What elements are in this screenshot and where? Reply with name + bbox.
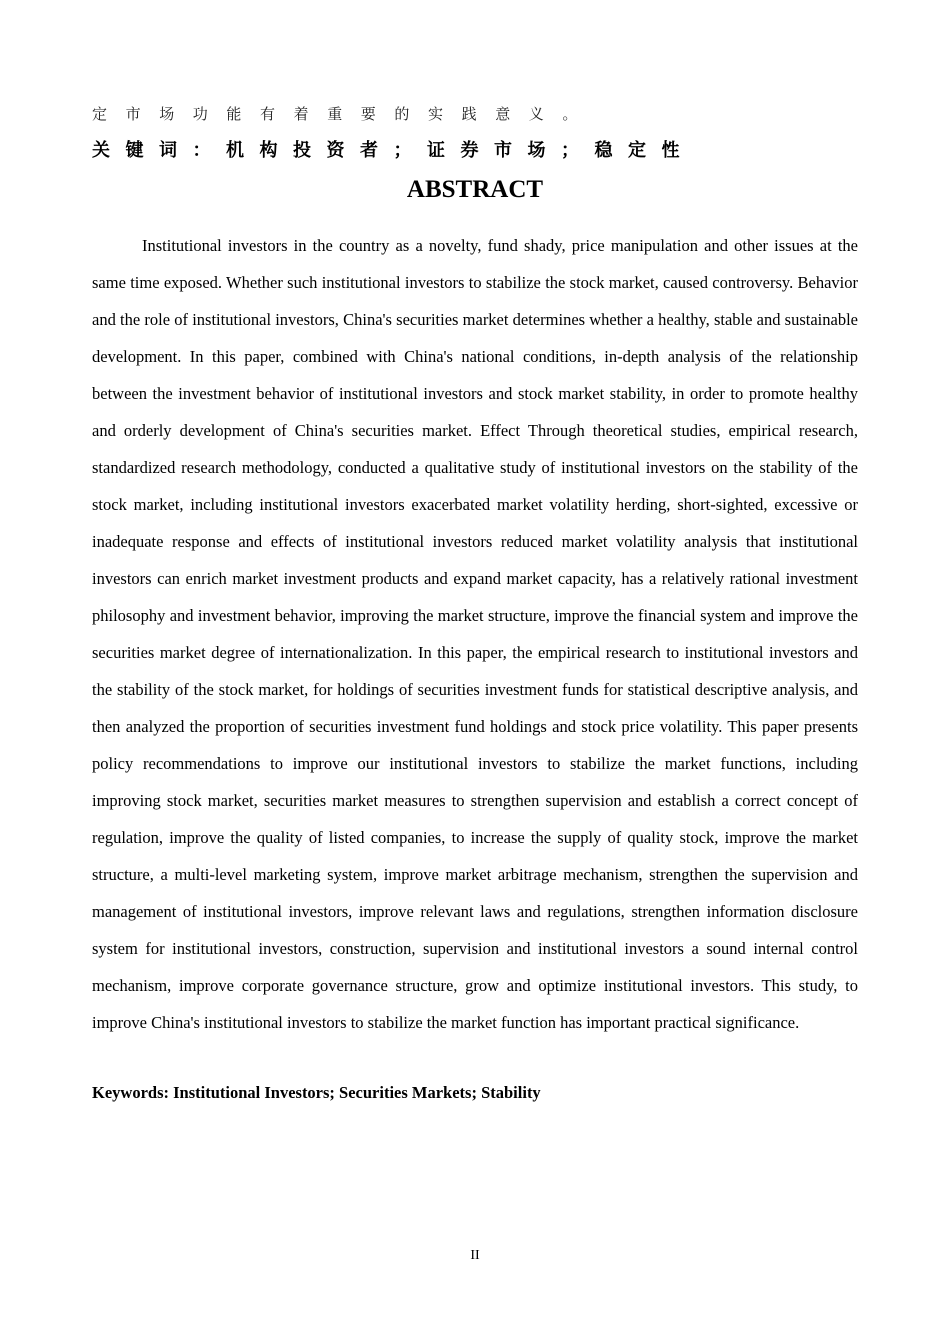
abstract-body: Institutional investors in the country as a novelty, fund shady, price manipulation and other issues at the same time exposed. Whether such institutional investors to stabilize the stock market, caused controversy. Behavior and the role of institutional investors, China's securities market determines whether a healthy, stable and sustainable development. In this paper, combined with China's national conditions, in-depth analysis of the relationship between the investment behavior of institutional investors and stock market stability, in order to promote healthy and orderly development of China's securities market. Effect Through theoretical studies, empirical research, standardized research methodology, conducted a qualitative study of institutional investors on the stability of the stock market, including institutional investors exacerbated market volatility herding, short-sighted, excessive or inadequate response and effects of institutional investors reduced market volatility analysis that institutional investors can enrich market investment products and expand market capacity, has a relatively rational investment philosophy and investment behavior, improving the market structure, improve the financial system and improve the securities market degree of internationalization. In this paper, the empirical research to institutional investors and the stability of the stock market, for holdings of securities investment funds for statistical descriptive analysis, and then analyzed the proportion of securities investment fund holdings and stock price volatility. This paper presents policy recommendations to improve our institutional investors to stabilize the market functions, including improving stock market, securities market measures to strengthen supervision and establish a correct concept of regulation, improve the quality of listed companies, to increase the supply of quality stock, improve the market structure, a multi-level marketing system, improve market arbitrage mechanism, strengthen the supervision and management of institutional investors, improve relevant laws and regulations, strengthen information disclosure system for institutional investors, construction, supervision and institutional investors a sound internal control mechanism, improve corporate governance structure, grow and optimize institutional investors. This study, to improve China's institutional investors to stabilize the market function has important practical significance. bbox=[92, 236, 858, 1032]
english-keywords: Keywords: Institutional Investors; Securities Markets; Stability bbox=[92, 1083, 541, 1102]
abstract-title: ABSTRACT bbox=[406, 176, 544, 203]
chinese-abstract-continuation: 定市场功能有着重要的实践意义。 bbox=[92, 105, 597, 123]
chinese-keywords: 关键词：机构投资者；证券市场；稳定性 bbox=[92, 140, 695, 161]
page-number: II bbox=[470, 1248, 480, 1263]
